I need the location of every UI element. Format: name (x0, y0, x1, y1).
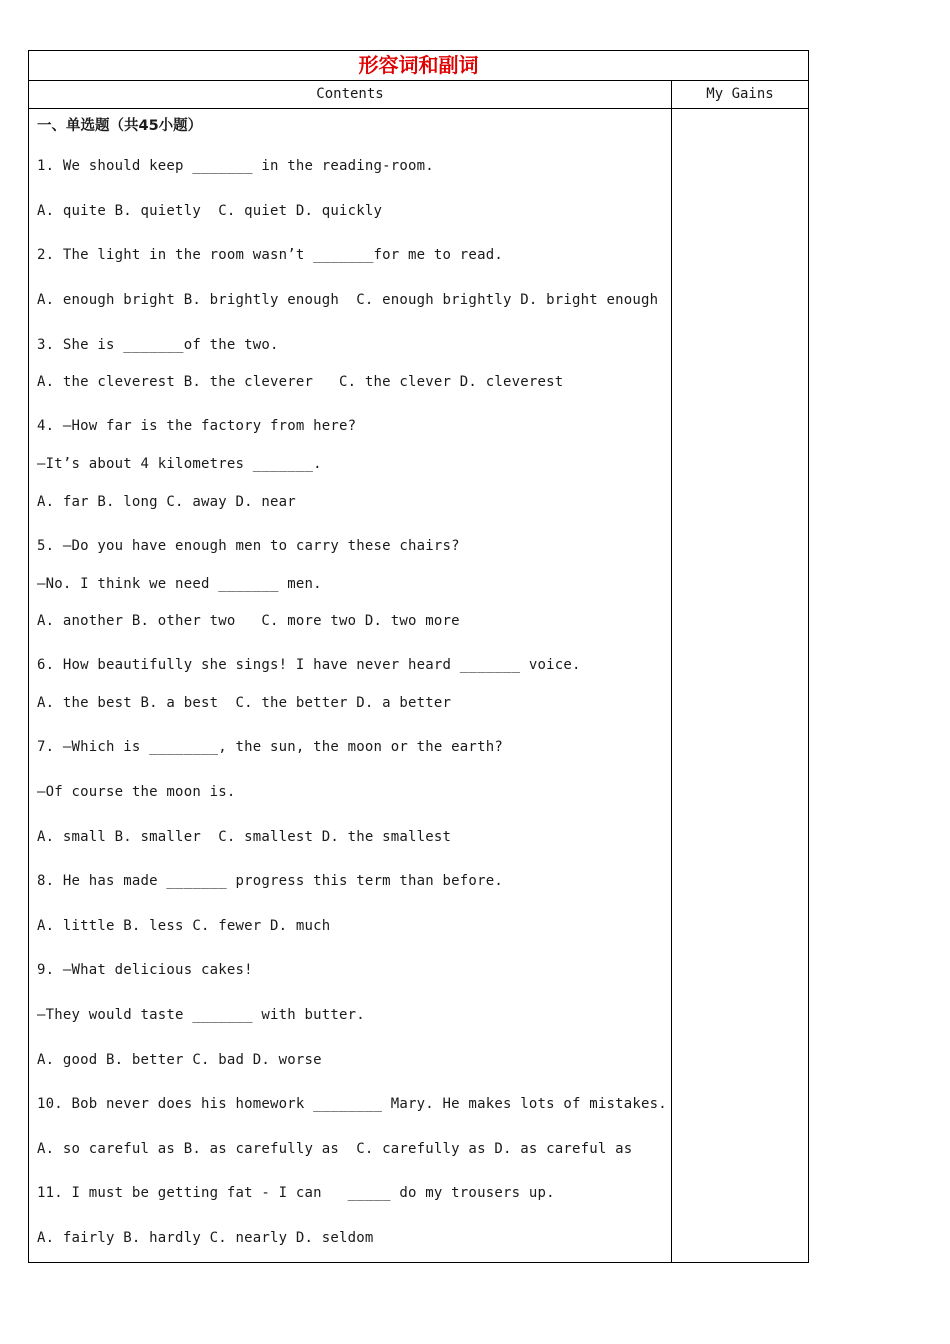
options-line: A. enough bright B. brightly enough C. enough brightly D. bright enough (37, 292, 659, 308)
question-line: 4. —How far is the factory from here? (37, 418, 357, 434)
my-gains-column-header: My Gains (706, 86, 774, 102)
options-line: A. so careful as B. as carefully as C. carefully as D. as careful as (37, 1141, 633, 1157)
contents-column-header: Contents (316, 86, 384, 102)
question-line: —Of course the moon is. (37, 784, 236, 800)
question-line: 2. The light in the room wasn’t _______for me to read. (37, 247, 503, 263)
question-line: 5. —Do you have enough men to carry these chairs? (37, 538, 460, 554)
question-line: —They would taste _______ with butter. (37, 1007, 365, 1023)
options-line: A. small B. smaller C. smallest D. the smallest (37, 829, 452, 845)
options-line: A. far B. long C. away D. near (37, 494, 296, 510)
question-line: 7. —Which is ________, the sun, the moon or the earth? (37, 739, 503, 755)
question-line: 9. —What delicious cakes! (37, 962, 253, 978)
question-line: 11. I must be getting fat - I can _____ do my trousers up. (37, 1185, 555, 1201)
options-line: A. fairly B. hardly C. nearly D. seldom (37, 1230, 374, 1246)
question-line: 1. We should keep _______ in the reading-room. (37, 158, 434, 174)
worksheet-table (28, 50, 809, 1263)
options-line: A. little B. less C. fewer D. much (37, 918, 331, 934)
question-line: 10. Bob never does his homework ________ Mary. He makes lots of mistakes. (37, 1096, 667, 1112)
options-line: A. the best B. a best C. the better D. a better (37, 695, 452, 711)
question-line: 6. How beautifully she sings! I have never heard _______ voice. (37, 657, 581, 673)
question-line: —It’s about 4 kilometres _______. (37, 456, 322, 472)
question-line: 8. He has made _______ progress this term than before. (37, 873, 503, 889)
question-line: —No. I think we need _______ men. (37, 576, 322, 592)
my-gains-cell (672, 109, 808, 1262)
worksheet-title: 形容词和副词 (29, 51, 808, 81)
options-line: A. the cleverest B. the cleverer C. the clever D. cleverest (37, 374, 564, 390)
section-heading: 一、单选题（共45小题） (37, 118, 203, 134)
table-header-row (29, 80, 808, 109)
question-line: 3. She is _______of the two. (37, 337, 279, 353)
options-line: A. good B. better C. bad D. worse (37, 1052, 322, 1068)
options-line: A. another B. other two C. more two D. two more (37, 613, 460, 629)
options-line: A. quite B. quietly C. quiet D. quickly (37, 203, 383, 219)
